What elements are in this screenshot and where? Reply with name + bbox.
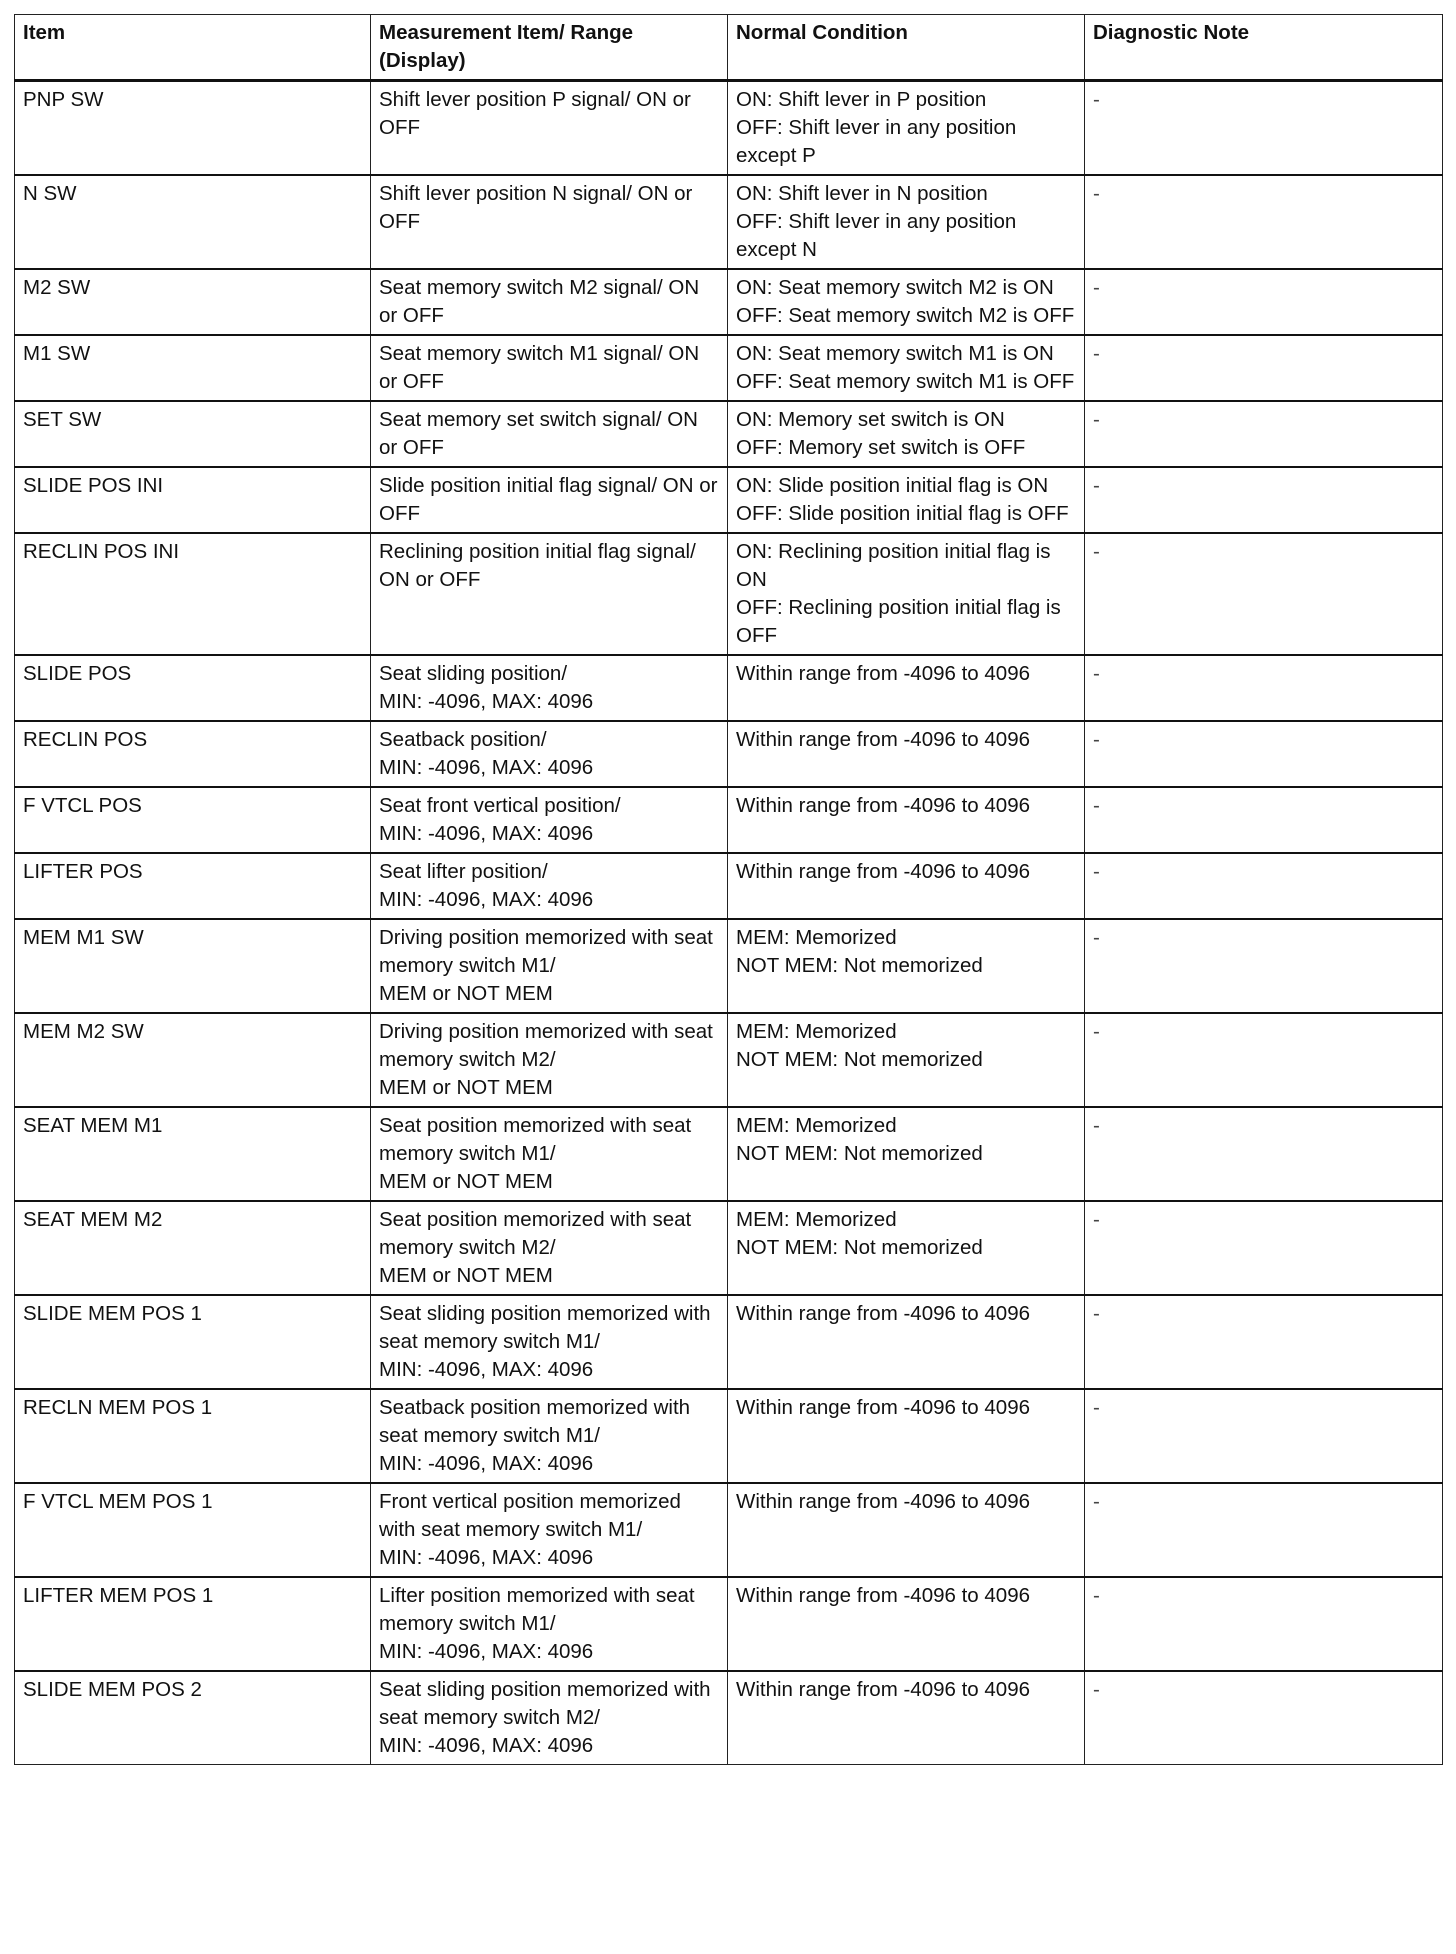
table-body xyxy=(15,81,1443,1765)
measurement-cell: Shift lever position N signal/ ON or OFF xyxy=(371,175,728,269)
measurement-cell: Seat memory set switch signal/ ON or OFF xyxy=(371,401,728,467)
table-header xyxy=(15,15,1443,81)
item-cell: PNP SW xyxy=(15,81,371,176)
item-cell: LIFTER MEM POS 1 xyxy=(15,1577,371,1671)
table-row xyxy=(15,721,1443,787)
measurement-cell: Slide position initial flag signal/ ON or OFF xyxy=(371,467,728,533)
measurement-cell: Seat memory switch M2 signal/ ON or OFF xyxy=(371,269,728,335)
normal-condition-cell: Within range from -4096 to 4096 xyxy=(728,787,1085,853)
measurement-cell: Driving position memorized with seat memory switch M2/ MEM or NOT MEM xyxy=(371,1013,728,1107)
header-item: Item xyxy=(15,15,371,81)
normal-condition-cell: Within range from -4096 to 4096 xyxy=(728,1577,1085,1671)
diagnostic-note-cell: - xyxy=(1085,533,1443,655)
item-cell: SLIDE MEM POS 1 xyxy=(15,1295,371,1389)
normal-condition-cell: MEM: Memorized NOT MEM: Not memorized xyxy=(728,1201,1085,1295)
table-row xyxy=(15,853,1443,919)
diagnostic-note-cell: - xyxy=(1085,335,1443,401)
normal-condition-cell: Within range from -4096 to 4096 xyxy=(728,853,1085,919)
diagnostic-note-cell: - xyxy=(1085,1671,1443,1765)
header-normal-condition: Normal Condition xyxy=(728,15,1085,81)
table-row xyxy=(15,1483,1443,1577)
table-row xyxy=(15,1295,1443,1389)
diagnostic-note-cell: - xyxy=(1085,1483,1443,1577)
normal-condition-cell: ON: Seat memory switch M1 is ON OFF: Seat memory switch M1 is OFF xyxy=(728,335,1085,401)
diagnostic-note-cell: - xyxy=(1085,467,1443,533)
table-row xyxy=(15,175,1443,269)
header-row xyxy=(15,15,1443,81)
table-row xyxy=(15,467,1443,533)
diagnostic-note-cell: - xyxy=(1085,1201,1443,1295)
normal-condition-cell: Within range from -4096 to 4096 xyxy=(728,1389,1085,1483)
normal-condition-cell: Within range from -4096 to 4096 xyxy=(728,1483,1085,1577)
item-cell: N SW xyxy=(15,175,371,269)
measurement-cell: Reclining position initial flag signal/ ON or OFF xyxy=(371,533,728,655)
diagnostic-note-cell: - xyxy=(1085,269,1443,335)
table-row xyxy=(15,1013,1443,1107)
measurement-cell: Driving position memorized with seat memory switch M1/ MEM or NOT MEM xyxy=(371,919,728,1013)
diagnostic-note-cell: - xyxy=(1085,1013,1443,1107)
diagnostic-note-cell: - xyxy=(1085,787,1443,853)
item-cell: SLIDE POS xyxy=(15,655,371,721)
table-row xyxy=(15,533,1443,655)
measurement-cell: Seat position memorized with seat memory switch M2/ MEM or NOT MEM xyxy=(371,1201,728,1295)
table-row xyxy=(15,1201,1443,1295)
item-cell: SLIDE POS INI xyxy=(15,467,371,533)
normal-condition-cell: Within range from -4096 to 4096 xyxy=(728,655,1085,721)
measurement-cell: Seat position memorized with seat memory switch M1/ MEM or NOT MEM xyxy=(371,1107,728,1201)
item-cell: RECLN MEM POS 1 xyxy=(15,1389,371,1483)
diagnostic-note-cell: - xyxy=(1085,175,1443,269)
measurement-cell: Seat sliding position memorized with seat memory switch M2/ MIN: -4096, MAX: 4096 xyxy=(371,1671,728,1765)
diagnostic-note-cell: - xyxy=(1085,1107,1443,1201)
normal-condition-cell: ON: Seat memory switch M2 is ON OFF: Seat memory switch M2 is OFF xyxy=(728,269,1085,335)
table-row xyxy=(15,1671,1443,1765)
table-row xyxy=(15,335,1443,401)
item-cell: RECLIN POS INI xyxy=(15,533,371,655)
header-measurement: Measurement Item/ Range (Display) xyxy=(371,15,728,81)
measurement-cell: Seat sliding position memorized with seat memory switch M1/ MIN: -4096, MAX: 4096 xyxy=(371,1295,728,1389)
measurement-cell: Shift lever position P signal/ ON or OFF xyxy=(371,81,728,176)
diagnostic-note-cell: - xyxy=(1085,1577,1443,1671)
table-row xyxy=(15,655,1443,721)
measurement-cell: Seatback position/ MIN: -4096, MAX: 4096 xyxy=(371,721,728,787)
item-cell: M1 SW xyxy=(15,335,371,401)
normal-condition-cell: Within range from -4096 to 4096 xyxy=(728,721,1085,787)
item-cell: F VTCL MEM POS 1 xyxy=(15,1483,371,1577)
diagnostic-note-cell: - xyxy=(1085,1389,1443,1483)
item-cell: LIFTER POS xyxy=(15,853,371,919)
diagnostic-note-cell: - xyxy=(1085,853,1443,919)
diagnostic-note-cell: - xyxy=(1085,1295,1443,1389)
table-row xyxy=(15,81,1443,176)
item-cell: F VTCL POS xyxy=(15,787,371,853)
diagnostic-note-cell: - xyxy=(1085,655,1443,721)
item-cell: MEM M2 SW xyxy=(15,1013,371,1107)
normal-condition-cell: MEM: Memorized NOT MEM: Not memorized xyxy=(728,1013,1085,1107)
table-row xyxy=(15,1107,1443,1201)
item-cell: SLIDE MEM POS 2 xyxy=(15,1671,371,1765)
measurement-cell: Front vertical position memorized with seat memory switch M1/ MIN: -4096, MAX: 4096 xyxy=(371,1483,728,1577)
table-row xyxy=(15,1577,1443,1671)
item-cell: MEM M1 SW xyxy=(15,919,371,1013)
diagnostic-note-cell: - xyxy=(1085,919,1443,1013)
measurement-cell: Lifter position memorized with seat memory switch M1/ MIN: -4096, MAX: 4096 xyxy=(371,1577,728,1671)
item-cell: M2 SW xyxy=(15,269,371,335)
header-diagnostic-note: Diagnostic Note xyxy=(1085,15,1443,81)
measurement-cell: Seatback position memorized with seat memory switch M1/ MIN: -4096, MAX: 4096 xyxy=(371,1389,728,1483)
table-row xyxy=(15,1389,1443,1483)
normal-condition-cell: Within range from -4096 to 4096 xyxy=(728,1671,1085,1765)
diagnostic-note-cell: - xyxy=(1085,721,1443,787)
item-cell: SET SW xyxy=(15,401,371,467)
measurement-cell: Seat front vertical position/ MIN: -4096, MAX: 4096 xyxy=(371,787,728,853)
normal-condition-cell: Within range from -4096 to 4096 xyxy=(728,1295,1085,1389)
normal-condition-cell: ON: Shift lever in P position OFF: Shift lever in any position except P xyxy=(728,81,1085,176)
normal-condition-cell: ON: Reclining position initial flag is ON OFF: Reclining position initial flag is OFF xyxy=(728,533,1085,655)
normal-condition-cell: MEM: Memorized NOT MEM: Not memorized xyxy=(728,1107,1085,1201)
normal-condition-cell: MEM: Memorized NOT MEM: Not memorized xyxy=(728,919,1085,1013)
normal-condition-cell: ON: Memory set switch is ON OFF: Memory set switch is OFF xyxy=(728,401,1085,467)
diagnostic-note-cell: - xyxy=(1085,401,1443,467)
normal-condition-cell: ON: Slide position initial flag is ON OFF: Slide position initial flag is OFF xyxy=(728,467,1085,533)
measurement-cell: Seat sliding position/ MIN: -4096, MAX: 4096 xyxy=(371,655,728,721)
measurement-cell: Seat memory switch M1 signal/ ON or OFF xyxy=(371,335,728,401)
measurement-cell: Seat lifter position/ MIN: -4096, MAX: 4096 xyxy=(371,853,728,919)
table-row xyxy=(15,787,1443,853)
item-cell: SEAT MEM M1 xyxy=(15,1107,371,1201)
diagnostic-note-cell: - xyxy=(1085,81,1443,176)
data-list-table xyxy=(14,14,1443,1765)
table-row xyxy=(15,269,1443,335)
table-row xyxy=(15,919,1443,1013)
normal-condition-cell: ON: Shift lever in N position OFF: Shift lever in any position except N xyxy=(728,175,1085,269)
item-cell: RECLIN POS xyxy=(15,721,371,787)
item-cell: SEAT MEM M2 xyxy=(15,1201,371,1295)
table-row xyxy=(15,401,1443,467)
